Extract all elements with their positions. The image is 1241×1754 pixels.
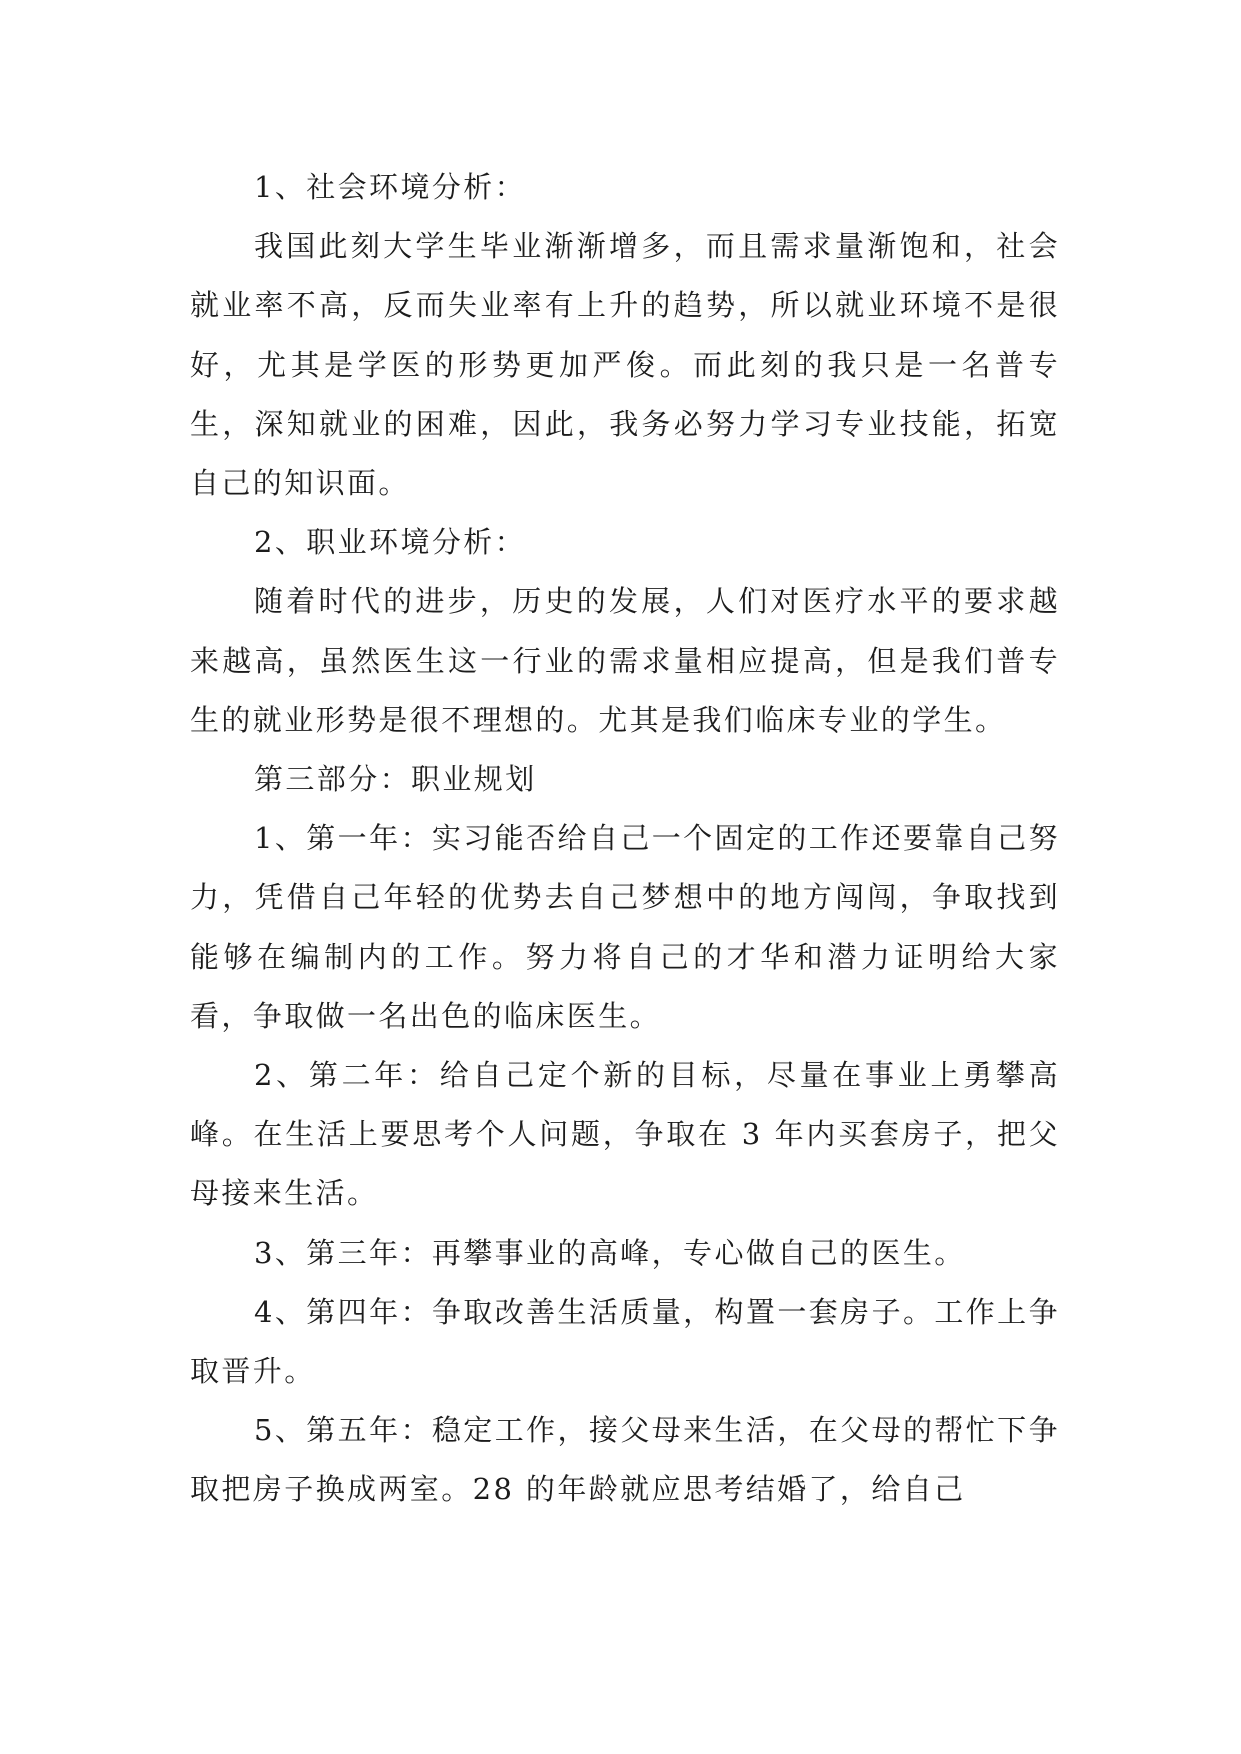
plan-year-three: 3、第三年：再攀事业的高峰，专心做自己的医生。	[254, 1235, 966, 1270]
paragraph-career-environment: 随着时代的进步，历史的发展，人们对医疗水平的要求越来越高，虽然医生这一行业的需求量相应提高，但是我们普专生的就业形势是很不理想的。尤其是我们临床专业的学生。	[190, 584, 1060, 737]
plan-year-four: 4、第四年：争取改善生活质量，构置一套房子。工作上争取晋升。	[190, 1294, 1060, 1389]
paragraph-social-environment: 我国此刻大学生毕业渐渐增多，而且需求量渐饱和，社会就业率不高，反而失业率有上升的趋势，所以就业环境不是很好，尤其是学医的形势更加严俊。而此刻的我只是一名普专生，深知就业的困难，因此，我务必努力学习专业技能，拓宽自己的知识面。	[190, 229, 1060, 501]
heading-social-environment: 1、社会环境分析：	[254, 170, 527, 204]
plan-year-two: 2、第二年：给自己定个新的目标，尽量在事业上勇攀高峰。在生活上要思考个人问题，争取在 3 年内买套房子，把父母接来生活。	[190, 1058, 1060, 1211]
document-body	[190, 158, 1060, 1520]
heading-career-environment: 2、职业环境分析：	[254, 525, 527, 560]
section-heading-career-plan: 第三部分：职业规划	[254, 762, 537, 797]
plan-year-five: 5、第五年：稳定工作，接父母来生活，在父母的帮忙下争取把房子换成两室。28 的年龄就应思考结婚了，给自己	[190, 1413, 1060, 1507]
plan-year-one: 1、第一年：实习能否给自己一个固定的工作还要靠自己努力，凭借自己年轻的优势去自己梦想中的地方闯闯，争取找到能够在编制内的工作。努力将自己的才华和潜力证明给大家看，争取做一名出色的临床医生。	[190, 821, 1060, 1033]
